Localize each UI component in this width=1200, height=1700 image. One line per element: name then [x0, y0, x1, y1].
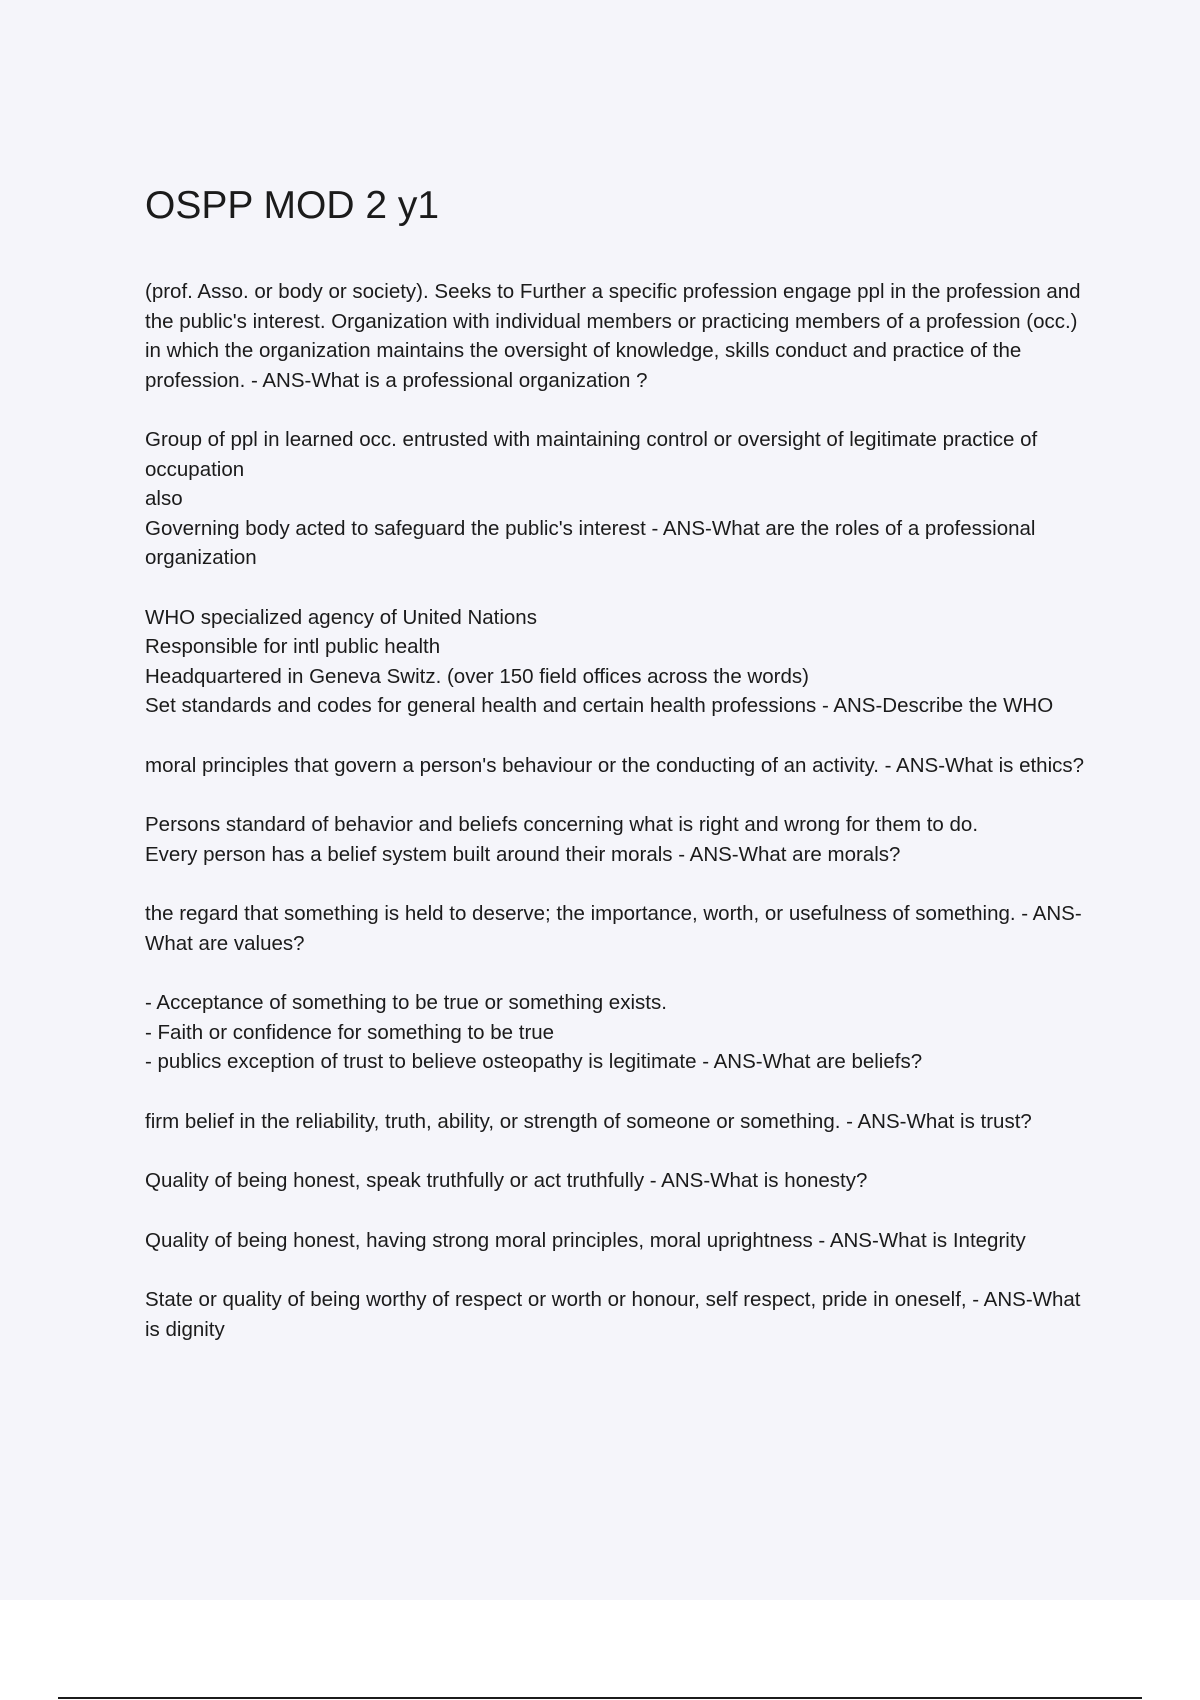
flashcard-line: Group of ppl in learned occ. entrusted with maintaining control or oversight of legitimate practice of occupation	[145, 428, 1038, 481]
document-content	[145, 183, 1095, 1374]
flashcard-entry	[145, 1107, 1095, 1137]
flashcard-entry	[145, 1285, 1095, 1344]
flashcard-line: Headquartered in Geneva Switz. (over 150 field offices across the words)	[145, 664, 809, 688]
document-title: OSPP MOD 2 y1	[145, 184, 440, 227]
flashcard-entry	[145, 988, 1095, 1077]
flashcard-line: moral principles that govern a person's behaviour or the conducting of an activity. - ANS-What is ethics?	[145, 753, 1085, 777]
flashcard-entry	[145, 277, 1095, 395]
flashcard-line: the regard that something is held to deserve; the importance, worth, or usefulness of something. - ANS-What are values?	[145, 902, 1082, 955]
flashcard-line: Quality of being honest, speak truthfully or act truthfully - ANS-What is honesty?	[145, 1169, 868, 1192]
flashcard-line: also	[145, 487, 183, 510]
flashcard-line: Governing body acted to safeguard the public's interest - ANS-What are the roles of a professional organization	[145, 516, 1036, 569]
flashcard-entry	[145, 603, 1095, 721]
flashcard-line: firm belief in the reliability, truth, ability, or strength of someone or something. - ANS-What is trust?	[145, 1109, 1032, 1133]
flashcard-entry	[145, 1226, 1095, 1256]
flashcard-line: Quality of being honest, having strong moral principles, moral uprightness - ANS-What is Integrity	[145, 1228, 1026, 1252]
flashcard-entry	[145, 1166, 1095, 1196]
flashcard-entry	[145, 899, 1095, 958]
footer-divider	[58, 1697, 1142, 1699]
flashcard-entry	[145, 751, 1095, 781]
flashcard-line: - Faith or confidence for something to be true	[145, 1020, 555, 1044]
flashcard-line: - Acceptance of something to be true or something exists.	[145, 991, 667, 1014]
flashcard-line: Set standards and codes for general health and certain health professions - ANS-Describe the WHO	[145, 694, 1054, 717]
flashcard-entry	[145, 810, 1095, 869]
flashcard-entry	[145, 425, 1095, 573]
flashcard-line: WHO specialized agency of United Nations	[145, 605, 537, 629]
flashcard-list	[145, 277, 1095, 1344]
flashcard-line: (prof. Asso. or body or society). Seeks to Further a specific profession engage ppl in the profession and the public's interest. Organization with individual members or practicing members of a profession (occ.) in which the organization maintains the oversight of knowledge, skills conduct and practice of the profession. - ANS-What is a professional organization ?	[145, 280, 1081, 392]
flashcard-line: - publics exception of trust to believe osteopathy is legitimate - ANS-What are beliefs?	[145, 1050, 923, 1073]
flashcard-line: Responsible for intl public health	[145, 635, 441, 658]
flashcard-line: Every person has a belief system built around their morals - ANS-What are morals?	[145, 842, 901, 866]
flashcard-line: Persons standard of behavior and beliefs concerning what is right and wrong for them to do.	[145, 813, 979, 836]
flashcard-line: State or quality of being worthy of respect or worth or honour, self respect, pride in oneself, - ANS-What is dignity	[145, 1288, 1081, 1341]
